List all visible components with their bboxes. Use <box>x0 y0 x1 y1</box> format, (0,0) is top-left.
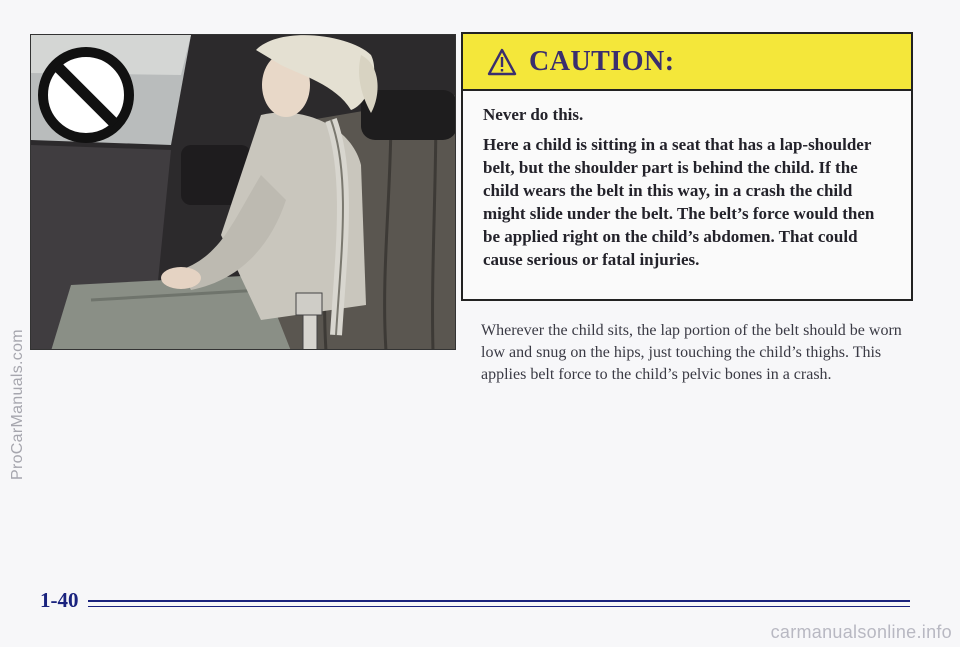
page-number: 1-40 <box>40 588 79 612</box>
body-paragraph: Wherever the child sits, the lap portion of the belt should be worn low and snug on the hips, just touching the child’s thighs. This applies belt force to the child’s pelvic bones in a crash. <box>481 322 902 383</box>
caution-header <box>463 34 911 91</box>
footer-rule <box>88 600 910 607</box>
bottom-watermark: carmanualsonline.info <box>770 622 952 642</box>
caution-text: Here a child is sitting in a seat that has a lap-shoulder belt, but the shoulder part is behind the child. If the child wears the belt in this way, in a crash the child might slide under the belt. The belt’s force would then be applied right on the child’s abdomen. That could cause serious or fatal injuries. <box>483 135 875 269</box>
caution-title: CAUTION: <box>529 45 675 77</box>
warning-triangle-icon <box>487 48 517 76</box>
child-seatbelt-illustration <box>30 34 456 350</box>
no-symbol-icon <box>43 52 129 138</box>
caution-lead-text: Never do this. <box>483 105 584 124</box>
side-watermark: ProCarManuals.com <box>9 329 26 480</box>
caution-body <box>463 91 911 271</box>
caution-box <box>461 32 913 301</box>
